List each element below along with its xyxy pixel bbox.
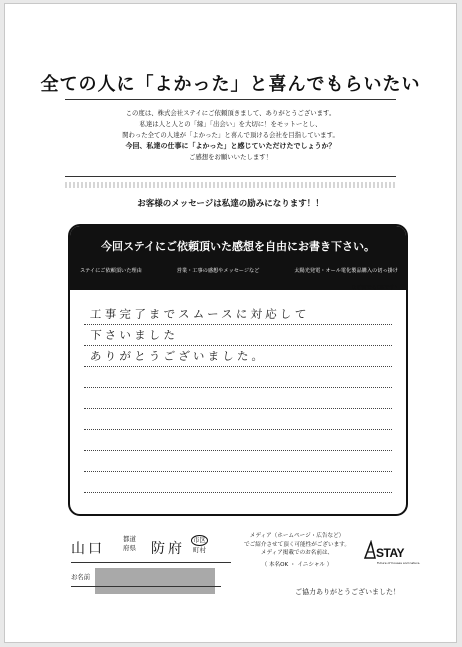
comment-line	[84, 325, 392, 346]
city-kind-line: 市区	[193, 536, 206, 544]
intro-line: 私達は人と人との「縁」「出会い」を大切に！をモットーとし、	[139, 120, 322, 128]
intro-line: 関わった全ての人達が「よかった」と喜んで頂ける会社を目指しています。	[122, 131, 339, 139]
prefecture-kind	[123, 535, 136, 553]
prefecture-kind-line: 府県	[123, 544, 136, 552]
hint-tail: など何でもOKです！	[351, 285, 400, 291]
city-kind-line: 町村	[193, 546, 206, 554]
media-notice	[237, 532, 357, 569]
name-underline	[71, 586, 221, 587]
name-redaction	[95, 568, 215, 594]
comment-lines	[84, 304, 392, 493]
comment-line	[84, 451, 392, 472]
intro-line: この度は、株式会社ステイにご依頼頂きまして、ありがとうございます。	[125, 109, 336, 117]
media-line: でご紹介させて頂く可能性がございます。	[244, 541, 350, 548]
handwritten-text: 工事完了までスムースに対応して	[89, 307, 310, 321]
media-line: メディア掲載でのお名前は、	[260, 550, 334, 556]
comment-line	[84, 472, 392, 493]
address-field	[71, 532, 231, 566]
media-line: メディア（ホームページ・広告など）	[249, 533, 345, 539]
comment-line	[84, 409, 392, 430]
comment-line	[84, 388, 392, 409]
decorative-dashes	[65, 182, 396, 188]
handwritten-text: ありがとうございました。	[89, 349, 267, 363]
hint-item: 営業・工事の感想やメッセージなど	[176, 268, 260, 274]
thanks-text: ご協力ありがとうございました！	[295, 588, 400, 596]
page-headline: 全ての人に「よかった」と喜んでもらいたい	[40, 74, 421, 95]
comment-line	[84, 346, 392, 367]
comment-line	[84, 430, 392, 451]
intro-request: ご感想をお願いいたします！	[188, 153, 273, 161]
comment-line	[84, 367, 392, 388]
city-handwritten: 防府	[151, 541, 185, 557]
handwritten-text: 下さいました	[89, 328, 179, 342]
prefecture-handwritten: 山口	[71, 541, 105, 557]
hint-item: 太陽光発電・オール電化製品購入の切っ掛け	[294, 268, 398, 274]
logo-brand: STAY	[376, 546, 405, 560]
questionnaire-sheet	[4, 3, 457, 643]
prefecture-kind-line: 都道	[123, 535, 136, 543]
headline-rule	[65, 99, 396, 100]
stay-logo	[363, 534, 421, 574]
comment-box-header	[70, 226, 406, 290]
comment-hints	[80, 267, 398, 274]
media-options: （ 本名OK ・ イニシャル ）	[261, 561, 333, 568]
name-label: お名前	[71, 573, 91, 581]
comment-box	[68, 224, 408, 516]
comment-box-title: 今回ステイにご依頼頂いた感想を自由にお書き下さい。	[100, 240, 375, 253]
logo-tagline: Future of houses and nature.	[377, 561, 421, 565]
comment-line	[84, 304, 392, 325]
logo-mark-icon	[363, 540, 377, 560]
city-kind	[191, 535, 208, 555]
address-underline	[71, 562, 231, 563]
message-title: お客様のメッセージは私達の励みになります！！	[137, 199, 324, 209]
intro-rule	[65, 176, 396, 177]
hint-item: ステイにご依頼頂いた理由	[80, 268, 142, 274]
intro-question: 今回、私達の仕事に「よかった」と感じていただけたでしょうか？	[125, 142, 336, 150]
intro-text	[5, 108, 456, 163]
